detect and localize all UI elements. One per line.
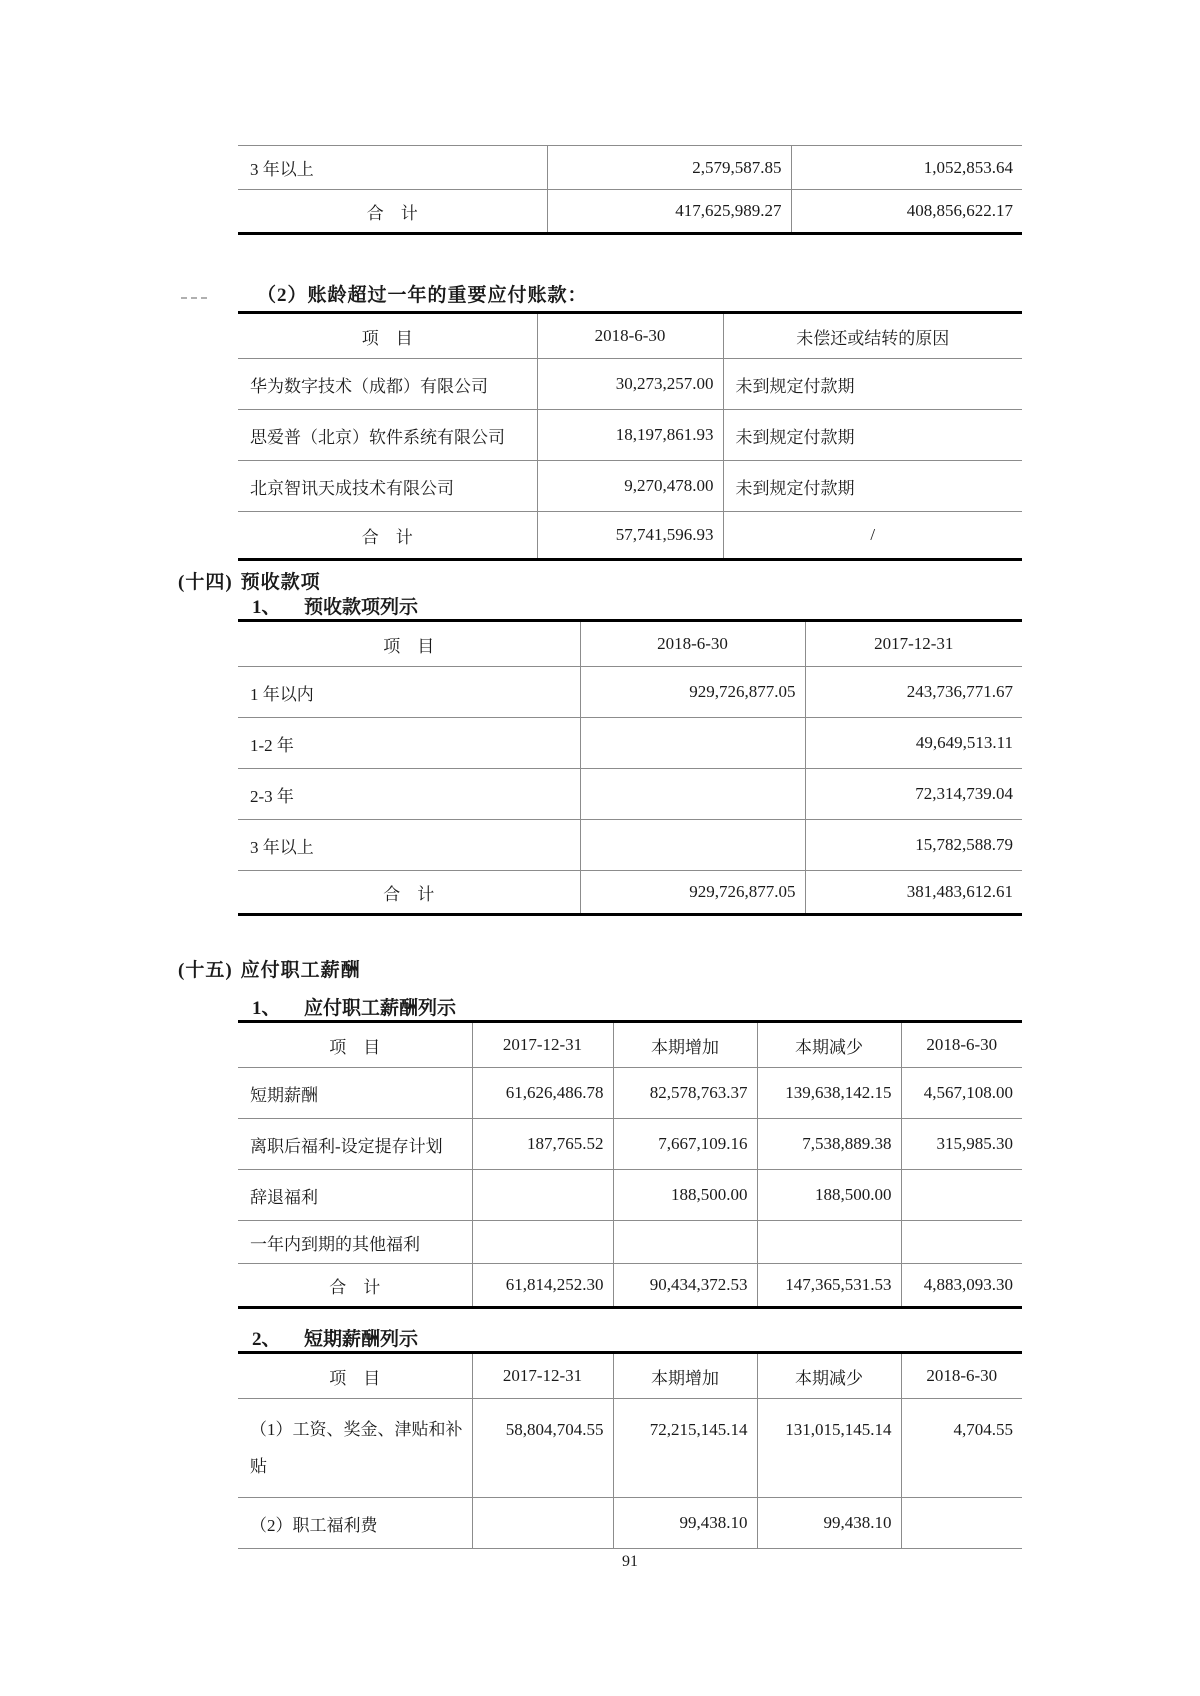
cell-value: 72,314,739.04 [805,769,1022,820]
cell-reason: 未到规定付款期 [723,461,1022,512]
col-header-reason: 未偿还或结转的原因 [723,313,1022,359]
table-row [238,146,1022,190]
table-row [238,1221,1022,1264]
cell-value: 929,726,877.05 [580,667,805,718]
cell-value [901,1221,1022,1264]
cell-reason: 未到规定付款期 [723,359,1022,410]
col-header-item: 项 目 [238,313,537,359]
cell-value: 188,500.00 [613,1170,757,1221]
cell-value: 82,578,763.37 [613,1068,757,1119]
cell-item: 一年内到期的其他福利 [238,1221,472,1264]
section14-number: (十四) [178,572,233,593]
cell-total-label: 合 计 [238,512,537,560]
page-number: 91 [622,1553,638,1570]
table-header-row [238,1353,1022,1399]
cell-value: 61,626,486.78 [472,1068,613,1119]
table-row [238,769,1022,820]
cell-value [472,1221,613,1264]
cell-value: 929,726,877.05 [580,871,805,915]
sub-heading-title: 应付职工薪酬列示 [304,998,457,1019]
margin-dash-mark [181,297,207,299]
table-row [238,1170,1022,1221]
sub-heading-title: 短期薪酬列示 [304,1329,419,1350]
cell-value: 57,741,596.93 [537,512,723,560]
table-row [238,1498,1022,1549]
table-header-row [238,1022,1022,1068]
cell-total-label: 合 计 [238,190,547,234]
cell-total-label: 合 计 [238,871,580,915]
section14-title: 预收款项 [240,572,321,593]
cell-item: 1-2 年 [238,718,580,769]
table-row [238,718,1022,769]
table-row [238,359,1022,410]
cell-value: 15,782,588.79 [805,820,1022,871]
cell-item: （1）工资、奖金、津贴和补贴 [238,1399,472,1498]
table-total-row [238,190,1022,234]
cell-value: 381,483,612.61 [805,871,1022,915]
cell-item: 3 年以上 [238,146,547,190]
table-row [238,667,1022,718]
cell-value: 90,434,372.53 [613,1264,757,1308]
cell-item: 北京智讯天成技术有限公司 [238,461,537,512]
cell-value: 4,883,093.30 [901,1264,1022,1308]
col-header-decrease: 本期减少 [757,1353,901,1399]
table-row [238,1119,1022,1170]
section15-sub1-heading [252,993,456,1020]
cell-value: 147,365,531.53 [757,1264,901,1308]
sub-heading-number: 2、 [252,1329,281,1350]
cell-value: 1,052,853.64 [791,146,1022,190]
cell-reason: 未到规定付款期 [723,410,1022,461]
cell-reason: / [723,512,1022,560]
cell-item: 辞退福利 [238,1170,472,1221]
important-payables-over-one-year-table [238,311,1022,561]
table-total-row [238,512,1022,560]
cell-value: 188,500.00 [757,1170,901,1221]
cell-value [901,1170,1022,1221]
table-total-row [238,871,1022,915]
cell-value: 7,538,889.38 [757,1119,901,1170]
col-header-item: 项 目 [238,621,580,667]
cell-value: 315,985.30 [901,1119,1022,1170]
col-header-increase: 本期增加 [613,1353,757,1399]
table-row [238,410,1022,461]
cell-value [472,1498,613,1549]
cell-value [901,1498,1022,1549]
col-header-date: 2017-12-31 [805,621,1022,667]
employee-compensation-table [238,1020,1022,1309]
short-term-compensation-table [238,1351,1022,1549]
section14-sub-heading [252,592,418,619]
cell-value: 99,438.10 [613,1498,757,1549]
table-header-row [238,621,1022,667]
cell-value: 58,804,704.55 [472,1399,613,1498]
cell-value: 7,667,109.16 [613,1119,757,1170]
sub-heading-number: 1、 [252,597,281,618]
cell-value: 4,567,108.00 [901,1068,1022,1119]
cell-value [580,820,805,871]
advances-received-table [238,619,1022,916]
col-header-date: 2018-6-30 [537,313,723,359]
col-header-date: 2017-12-31 [472,1353,613,1399]
table-header-row [238,313,1022,359]
cell-item: （2）职工福利费 [238,1498,472,1549]
section15-title: 应付职工薪酬 [240,960,361,981]
cell-value [580,718,805,769]
cell-value [613,1221,757,1264]
cell-item: 3 年以上 [238,820,580,871]
table-row [238,1399,1022,1498]
cell-value: 99,438.10 [757,1498,901,1549]
cell-value [580,769,805,820]
cell-value: 4,704.55 [901,1399,1022,1498]
col-header-item: 项 目 [238,1353,472,1399]
cell-value: 49,649,513.11 [805,718,1022,769]
cell-value [472,1170,613,1221]
cell-value: 61,814,252.30 [472,1264,613,1308]
cell-value: 9,270,478.00 [537,461,723,512]
col-header-increase: 本期增加 [613,1022,757,1068]
cell-item: 离职后福利-设定提存计划 [238,1119,472,1170]
table-row [238,1068,1022,1119]
cell-item: 短期薪酬 [238,1068,472,1119]
cell-value: 2,579,587.85 [547,146,791,190]
col-header-decrease: 本期减少 [757,1022,901,1068]
col-header-date: 2018-6-30 [901,1353,1022,1399]
cell-value: 408,856,622.17 [791,190,1022,234]
cell-value: 72,215,145.14 [613,1399,757,1498]
section2-heading: （2）账龄超过一年的重要应付账款： [257,285,588,306]
section15-number: (十五) [178,960,233,981]
sub-heading-number: 1、 [252,998,281,1019]
cell-value: 131,015,145.14 [757,1399,901,1498]
table-row [238,820,1022,871]
cell-value: 187,765.52 [472,1119,613,1170]
table-row [238,461,1022,512]
cell-total-label: 合 计 [238,1264,472,1308]
table-total-row [238,1264,1022,1308]
sub-heading-title: 预收款项列示 [304,597,419,618]
cell-value: 139,638,142.15 [757,1068,901,1119]
section15-heading [178,955,361,982]
cell-value [757,1221,901,1264]
cell-value: 18,197,861.93 [537,410,723,461]
cell-item: 2-3 年 [238,769,580,820]
col-header-date: 2017-12-31 [472,1022,613,1068]
col-header-item: 项 目 [238,1022,472,1068]
cell-value: 417,625,989.27 [547,190,791,234]
cell-item: 1 年以内 [238,667,580,718]
col-header-date: 2018-6-30 [901,1022,1022,1068]
section15-sub2-heading [252,1324,418,1351]
cell-value: 30,273,257.00 [537,359,723,410]
col-header-date: 2018-6-30 [580,621,805,667]
cell-item: 思爱普（北京）软件系统有限公司 [238,410,537,461]
carryover-payables-aging-table [238,145,1022,235]
section14-heading [178,567,321,594]
cell-item: 华为数字技术（成都）有限公司 [238,359,537,410]
cell-value: 243,736,771.67 [805,667,1022,718]
